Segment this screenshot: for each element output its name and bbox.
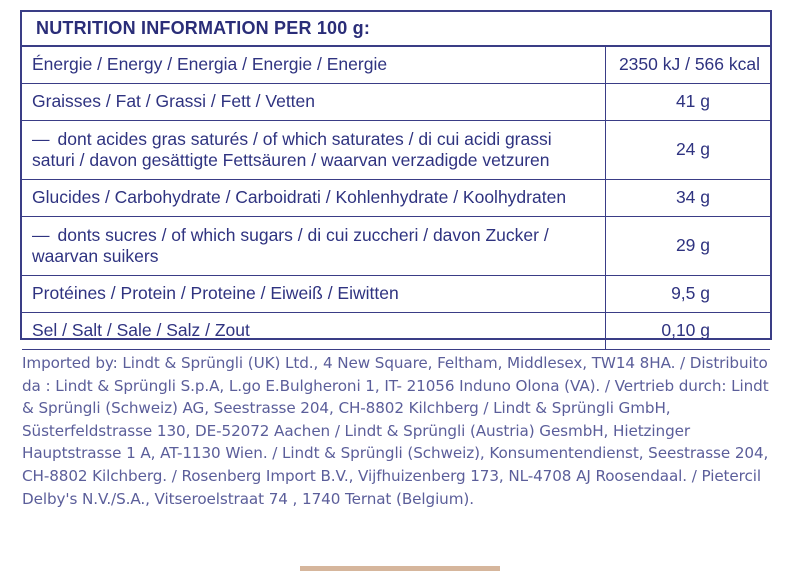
row-label: Énergie / Energy / Energia / Energie / Energie bbox=[22, 46, 606, 83]
row-label: Sel / Salt / Sale / Salz / Zout bbox=[22, 312, 606, 349]
row-label-text: donts sucres / of which sugars / di cui zuccheri / davon Zucker / waarvan suikers bbox=[32, 224, 549, 266]
row-value: 29 g bbox=[606, 216, 771, 275]
table-row bbox=[22, 120, 770, 179]
dash-marker: — bbox=[32, 224, 50, 245]
importer-text: Imported by: Lindt & Sprüngli (UK) Ltd., 4 New Square, Feltham, Middlesex, TW14 8HA. / Distribuito da : Lindt & Sprüngli S.p.A, L.go E.Bulgheroni 1, IT- 21056 Induno Olona (VA). / Vertrieb durch: Lindt & Sprüngli (Schweiz) AG, Seestrasse 204, CH-8802 Kilchberg / Lindt & Sprüngli GmbH, Süsterfeldstrasse 130, DE-52072 Aachen / Lindt & Sprüngli (Austria) GesmbH, Hietzinger Hauptstrasse 1 A, AT-1130 Wien. / Lindt & Sprüngli (Schweiz), Konsumentendienst, Seestrasse 204, CH-8802 Kilchberg. / Rosenberg Import B.V., Vijfhuizenberg 173, NL-4708 AJ Roosendaal. / Pietercil Delby's N.V./S.A., Vitseroelstraat 74 , 1740 Ternat (Belgium). bbox=[22, 354, 769, 508]
row-label-sub bbox=[22, 216, 606, 275]
nutrition-title: NUTRITION INFORMATION PER 100 g: bbox=[36, 18, 371, 38]
row-label: Graisses / Fat / Grassi / Fett / Vetten bbox=[22, 83, 606, 120]
dash-marker: — bbox=[32, 128, 50, 149]
row-label-sub bbox=[22, 120, 606, 179]
table-row bbox=[22, 275, 770, 312]
table-row bbox=[22, 46, 770, 83]
table-row bbox=[22, 216, 770, 275]
row-label: Glucides / Carbohydrate / Carboidrati / Kohlenhydrate / Koolhydraten bbox=[22, 179, 606, 216]
table-row bbox=[22, 83, 770, 120]
row-value: 2350 kJ / 566 kcal bbox=[606, 46, 771, 83]
nutrition-table bbox=[22, 45, 770, 350]
row-value: 34 g bbox=[606, 179, 771, 216]
table-row bbox=[22, 312, 770, 349]
row-label-text: dont acides gras saturés / of which saturates / di cui acidi grassi saturi / davon gesättigte Fettsäuren / waarvan verzadigde vetzuren bbox=[32, 128, 552, 170]
row-value: 0,10 g bbox=[606, 312, 771, 349]
row-label: Protéines / Protein / Proteine / Eiweiß / Eiwitten bbox=[22, 275, 606, 312]
row-value: 41 g bbox=[606, 83, 771, 120]
row-value: 9,5 g bbox=[606, 275, 771, 312]
row-value: 24 g bbox=[606, 120, 771, 179]
package-edge-accent bbox=[300, 566, 500, 571]
nutrition-label-box bbox=[20, 10, 772, 340]
table-row bbox=[22, 179, 770, 216]
